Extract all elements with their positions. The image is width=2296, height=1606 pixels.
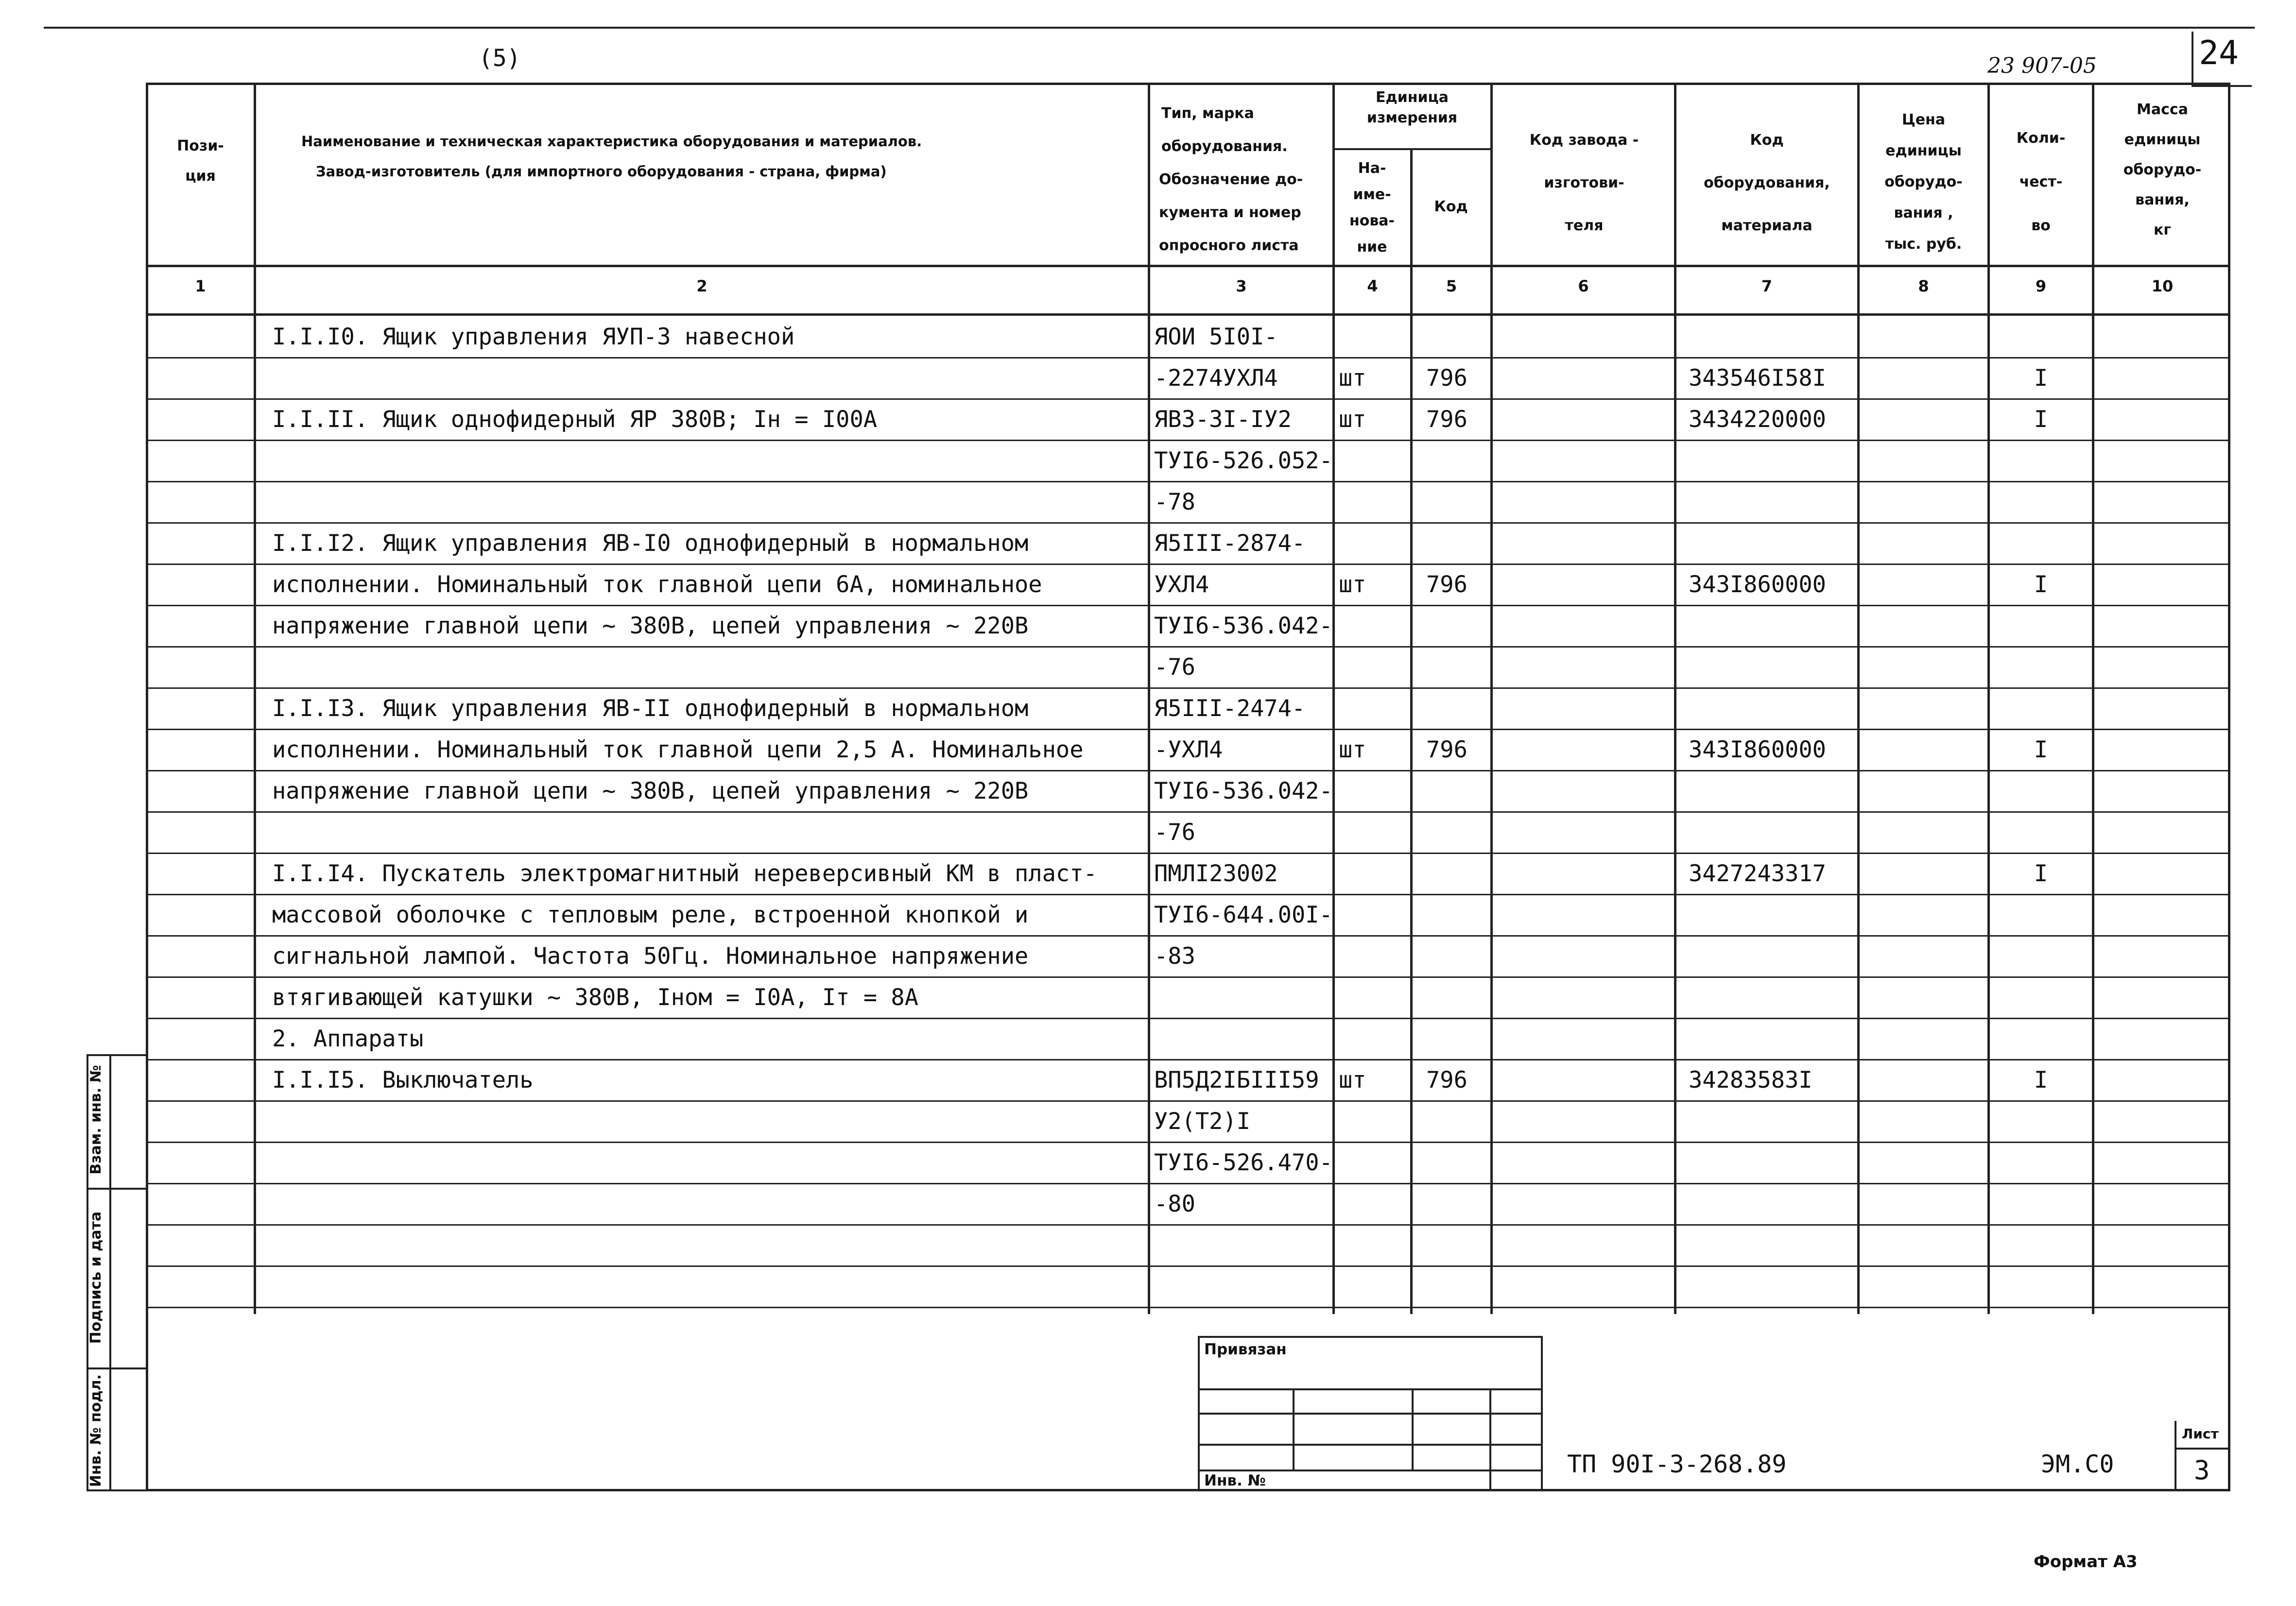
table-cell-code: 796 — [1426, 365, 1467, 392]
table-cell-type: -2274УХЛ4 — [1154, 365, 1278, 392]
table-cell-eq: 3427243317 — [1689, 860, 1826, 887]
header-type: Тип, марка оборудования. Обозначение до- кумента и номер опросного листа — [1159, 105, 1303, 254]
format-label: Формат А3 — [2034, 1552, 2138, 1572]
table-cell-type: Я5III-2474- — [1154, 695, 1306, 722]
column-number: 9 — [2035, 277, 2047, 295]
table-cell-type: ТУI6-644.00I- — [1154, 902, 1333, 928]
column-number: 4 — [1367, 277, 1378, 295]
table-cell-eq: 343I860000 — [1689, 571, 1826, 598]
table-cell-type: -80 — [1154, 1191, 1195, 1217]
side-stamp-orig-inv: Инв. № подл. — [87, 1374, 104, 1487]
side-stamp-signature-date: Подпись и дата — [87, 1211, 104, 1344]
table-cell-type: ТУI6-526.470- — [1154, 1149, 1333, 1176]
header-unit-code: Код — [1434, 198, 1468, 215]
table-cell-eq: 343546I58I — [1689, 365, 1826, 392]
table-cell-eq: 343I860000 — [1689, 736, 1826, 763]
table-cell-qty: I — [2034, 1067, 2048, 1093]
header-position: Пози- ция — [177, 137, 224, 185]
col-divider — [1987, 83, 1990, 1314]
table-cell-type: ВП5Д2IБIII59 — [1154, 1067, 1319, 1093]
table-cell-qty: I — [2034, 736, 2048, 763]
column-number: 8 — [1918, 277, 1929, 295]
table-cell-code: 796 — [1426, 736, 1467, 763]
table-cell-eq: 3434220000 — [1689, 406, 1826, 433]
header-price: Цена единицы оборудо- вания , тыс. руб. — [1884, 111, 1963, 253]
column-number: 6 — [1578, 277, 1589, 295]
sheet-number: 3 — [2194, 1455, 2210, 1486]
side-stamp-replace-inv: Взам. инв. № — [87, 1065, 104, 1175]
attached-label: Привязан — [1204, 1341, 1287, 1358]
table-cell-type: Я5III-2874- — [1154, 530, 1306, 557]
table-cell-name: 2. Аппараты — [272, 1025, 424, 1052]
table-cell-type: У2(Т2)I — [1154, 1108, 1251, 1135]
col-divider — [1857, 83, 1860, 1314]
page-number: 24 — [2199, 34, 2239, 72]
table-cell-unit: шт — [1339, 571, 1366, 598]
table-cell-name: втягивающей катушки ~ 380В, Iном = I0А, Iт = 8А — [272, 984, 918, 1011]
table-cell-name: сигнальной лампой. Частота 50Гц. Номинальное напряжение — [272, 943, 1029, 970]
column-number: 1 — [195, 277, 206, 295]
table-cell-name: I.I.I3. Ящик управления ЯВ-II однофидерный в нормальном — [272, 695, 1029, 722]
table-cell-unit: шт — [1339, 1067, 1366, 1093]
table-cell-name: I.I.I0. Ящик управления ЯУП-3 навесной — [272, 324, 795, 350]
section-code: ЭМ.С0 — [2041, 1450, 2114, 1478]
table-cell-qty: I — [2034, 365, 2048, 392]
table-cell-qty: I — [2034, 406, 2048, 433]
col-divider — [1490, 83, 1493, 1314]
inv-label: Инв. № — [1204, 1472, 1266, 1489]
sheet-label: Лист — [2182, 1426, 2219, 1442]
column-number: 5 — [1446, 277, 1457, 295]
table-cell-name: напряжение главной цепи ~ 380В, цепей управления ~ 220В — [272, 613, 1029, 639]
table-cell-type: -76 — [1154, 654, 1195, 681]
row-divider — [146, 1265, 2230, 1267]
header-mass: Масса единицы оборудо- вания, кг — [2123, 101, 2202, 239]
table-cell-type: ЯОИ 5I0I- — [1154, 324, 1278, 350]
table-cell-type: -УХЛ4 — [1154, 736, 1223, 763]
header-unit-name: На- име- нова- ние — [1349, 160, 1395, 256]
col-divider — [1674, 83, 1676, 1314]
column-number: 10 — [2151, 277, 2174, 295]
table-cell-name: исполнении. Номинальный ток главной цепи 6А, номинальное — [272, 571, 1042, 598]
table-cell-type: ЯВЗ-3I-IУ2 — [1154, 406, 1292, 433]
table-cell-name: I.I.I4. Пускатель электромагнитный нереверсивный КМ в пласт- — [272, 860, 1097, 887]
table-cell-name: массовой оболочке с тепловым реле, встроенной кнопкой и — [272, 902, 1029, 928]
table-cell-name: I.I.I5. Выключатель — [272, 1067, 534, 1093]
col-divider — [1148, 83, 1150, 1314]
header-factory-code: Код завода - изготови- теля — [1529, 132, 1639, 234]
handwritten-code: 23 907-05 — [1987, 53, 2097, 78]
table-cell-name: исполнении. Номинальный ток главной цепи 2,5 А. Номинальное — [272, 736, 1084, 763]
table-cell-name: I.I.II. Ящик однофидерный ЯР 380В; Iн = I00А — [272, 406, 878, 433]
column-number: 2 — [696, 277, 708, 295]
header-quantity: Коли- чест- во — [2016, 130, 2066, 234]
table-cell-type: -76 — [1154, 819, 1195, 846]
table-cell-qty: I — [2034, 571, 2048, 598]
table-cell-unit: шт — [1339, 406, 1366, 433]
table-cell-code: 796 — [1426, 406, 1467, 433]
header-equipment-code: Код оборудования, материала — [1704, 132, 1830, 234]
page-marker: (5) — [479, 45, 521, 72]
header-unit: Единица измерения — [1366, 89, 1458, 126]
table-cell-type: УХЛ4 — [1154, 571, 1209, 598]
table-cell-type: ПМЛI23002 — [1154, 860, 1278, 887]
col-divider — [254, 83, 256, 1314]
table-cell-code: 796 — [1426, 1067, 1467, 1093]
table-cell-unit: шт — [1339, 365, 1366, 392]
doc-code: ТП 90I-3-268.89 — [1567, 1450, 1787, 1478]
column-number: 7 — [1761, 277, 1773, 295]
header-name: Наименование и техническая характеристика оборудования и материалов. Завод-изготовитель (для импортного оборудования - страна, фирма) — [301, 133, 922, 180]
table-cell-type: ТУI6-536.042- — [1154, 613, 1333, 639]
table-cell-unit: шт — [1339, 736, 1366, 763]
table-cell-type: -78 — [1154, 489, 1195, 515]
col-divider — [1410, 148, 1413, 1314]
row-divider — [146, 1307, 2230, 1308]
table-cell-code: 796 — [1426, 571, 1467, 598]
table-cell-qty: I — [2034, 860, 2048, 887]
table-cell-type: ТУI6-526.052- — [1154, 447, 1333, 474]
table-cell-name: напряжение главной цепи ~ 380В, цепей управления ~ 220В — [272, 778, 1029, 804]
table-cell-eq: 34283583I — [1689, 1067, 1813, 1093]
col-divider — [2092, 83, 2094, 1314]
table-cell-type: ТУI6-536.042- — [1154, 778, 1333, 804]
column-number: 3 — [1236, 277, 1247, 295]
table-cell-type: -83 — [1154, 943, 1195, 970]
table-cell-name: I.I.I2. Ящик управления ЯВ-I0 однофидерный в нормальном — [272, 530, 1029, 557]
